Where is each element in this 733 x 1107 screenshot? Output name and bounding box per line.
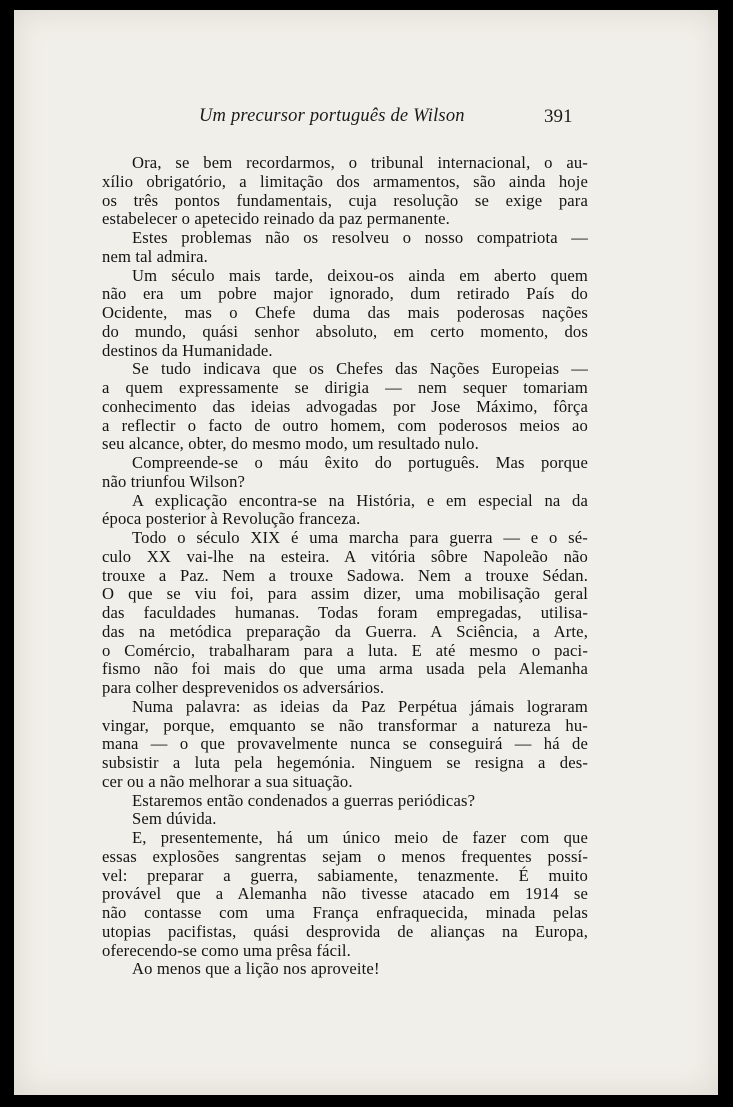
text-line: para colher desprevenidos os adversários. [102, 678, 385, 697]
text-line: a quem expressamente se dirigia — nem sequer tomariam [102, 378, 588, 397]
text-line: Estes problemas não os resolveu o nosso compatriota — [132, 228, 588, 247]
text-line: Sem dúvida. [132, 809, 217, 829]
text-line: época posterior à Revolução franceza. [102, 509, 361, 529]
text-line: Se tudo indicava que os Chefes das Nações Europeias — [132, 359, 588, 379]
book-page [14, 10, 718, 1095]
text-line: A explicação encontra-se na História, e em especial na da [132, 490, 588, 510]
text-line: vingar, porque, emquanto se não transformar a natureza hu- [102, 715, 588, 735]
text-line: E, presentemente, há um único meio de fazer com que [132, 828, 588, 847]
text-line: das faculdades humanas. Todas foram empregadas, utilisa- [102, 603, 588, 622]
text-line: utopias pacifistas, quási desprovida de alianças na Europa, [102, 921, 588, 941]
text-line: estabelecer o apetecido reinado da paz permanente. [102, 209, 450, 229]
text-line: xílio obrigatório, a limitação dos armamentos, são ainda hoje [102, 171, 588, 191]
page-number: 391 [544, 106, 573, 127]
body-text [102, 154, 588, 979]
text-line: não contasse com uma França enfraquecida, minada pelas [102, 903, 588, 922]
text-line: provável que a Alemanha não tivesse atacado em 1914 se [102, 884, 588, 904]
text-line: Estaremos então condenados a guerras periódicas? [132, 790, 476, 810]
text-line: Ora, se bem recordarmos, o tribunal internacional, o au- [132, 153, 588, 172]
text-line: cer ou a não melhorar a sua situação. [102, 771, 353, 791]
text-line: os três pontos fundamentais, cuja resolução se exige para [102, 190, 588, 210]
page-header [14, 106, 718, 132]
running-title: Um precursor português de Wilson [199, 106, 465, 126]
text-line: Ocidente, mas o Chefe duma das mais poderosas nações [102, 303, 588, 322]
text-line: conhecimento das ideias advogadas por Jose Máximo, fôrça [102, 396, 588, 416]
text-line: subsistir a luta pela hegemónia. Ninguem se resigna a des- [102, 753, 588, 772]
text-line: seu alcance, obter, do mesmo modo, um resultado nulo. [102, 434, 479, 454]
text-line: essas explosões sangrentas sejam o menos frequentes possí- [102, 846, 588, 866]
text-line: Ao menos que a lição nos aproveite! [132, 959, 380, 979]
text-line: o Comércio, trabalharam para a luta. E até mesmo o paci- [102, 640, 588, 660]
text-line: mana — o que provavelmente nunca se conseguirá — há de [102, 734, 588, 754]
text-line: culo XX vai-lhe na esteira. A vitória sôbre Napoleão não [102, 546, 588, 566]
text-line: oferecendo-se como uma prêsa fácil. [102, 940, 351, 960]
text-line: do mundo, quási senhor absoluto, em certo momento, dos [102, 321, 588, 341]
text-line: nem tal admira. [102, 246, 208, 266]
text-line: fismo não foi mais do que uma arma usada pela Alemanha [102, 659, 588, 679]
text-line: trouxe a Paz. Nem a trouxe Sadowa. Nem a trouxe Sédan. [102, 565, 588, 585]
text-line: a reflectir o facto de outro homem, com poderosos meios ao [102, 415, 588, 435]
text-line: vel: preparar a guerra, sabiamente, tenazmente. É muito [102, 865, 588, 885]
text-line: Todo o século XIX é uma marcha para guerra — e o sé- [132, 528, 588, 547]
text-line: Numa palavra: as ideias da Paz Perpétua jámais lograram [132, 696, 588, 716]
text-line: não era um pobre major ignorado, dum retirado País do [102, 284, 588, 304]
text-line: não triunfou Wilson? [102, 471, 246, 491]
text-line: destinos da Humanidade. [102, 340, 273, 360]
text-line: Um século mais tarde, deixou-os ainda em aberto quem [132, 265, 588, 285]
text-line: Compreende-se o máu êxito do português. Mas porque [132, 453, 588, 472]
text-line: das na metódica preparação da Guerra. A Sciência, a Arte, [102, 621, 588, 641]
text-line: O que se viu foi, para assim dizer, uma mobilisação geral [102, 584, 588, 604]
